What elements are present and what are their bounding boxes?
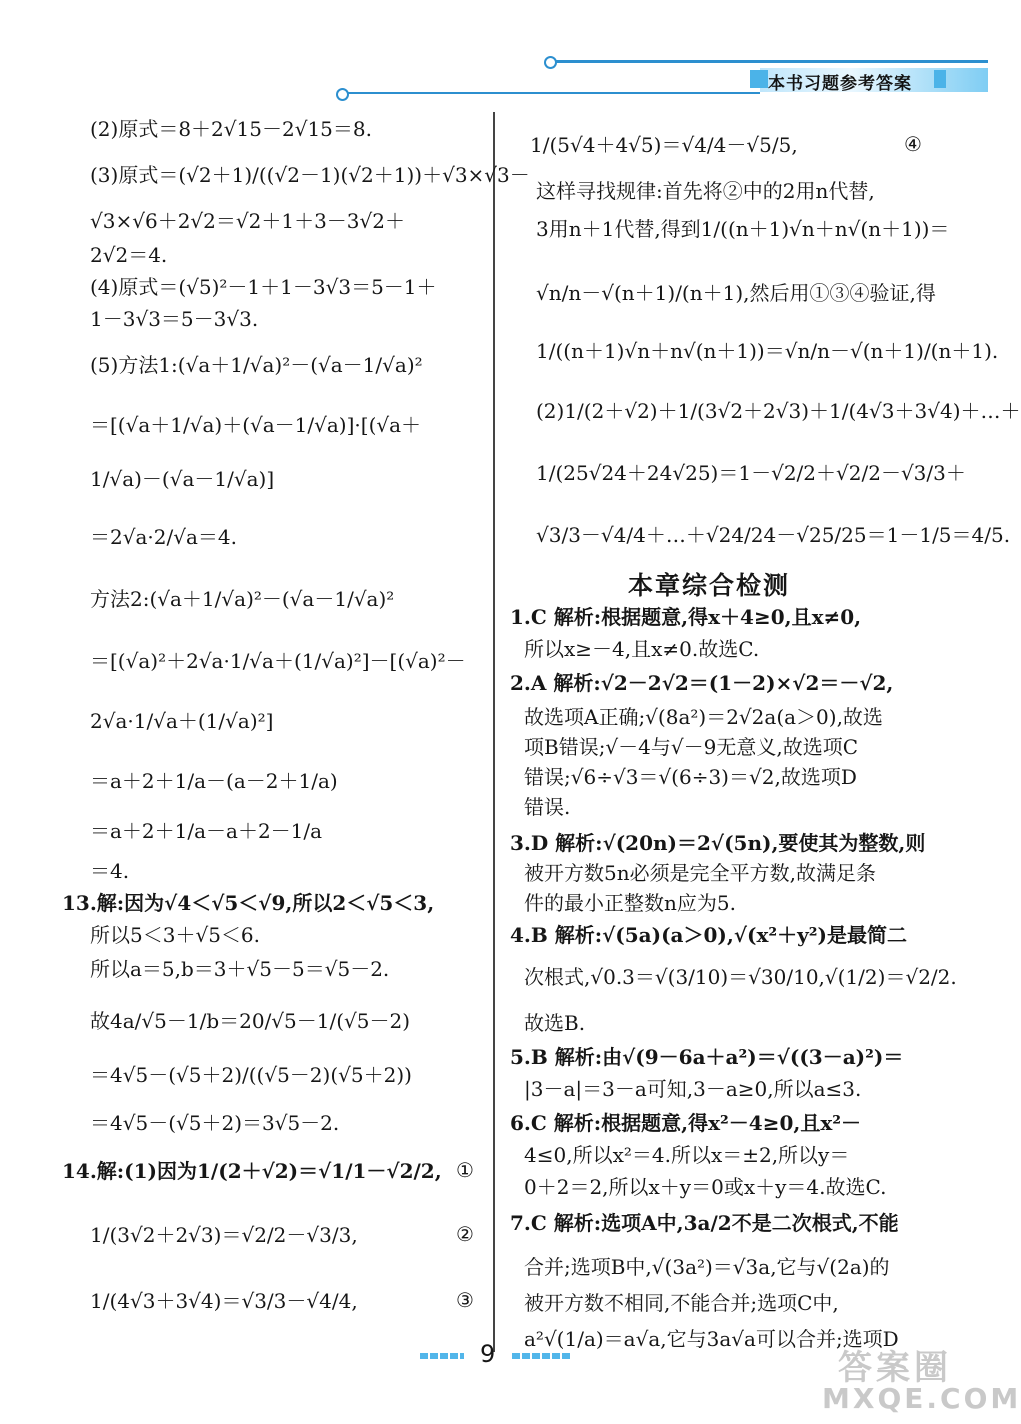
answer-line: 方法2:(√a＋1/√a)²－(√a－1/√a)² — [90, 587, 395, 611]
footer-decoration — [420, 1353, 464, 1359]
answer-line: 1/(5√4＋4√5)＝√4/4－√5/5, — [530, 133, 798, 157]
header-label: 本书习题参考答案 — [768, 74, 912, 94]
answer-line: ＝4√5－(√5＋2)＝3√5－2. — [90, 1111, 340, 1135]
answer-line: 所以x≥－4,且x≠0.故选C. — [524, 637, 760, 661]
header-rule-bottom — [340, 92, 760, 94]
answer-line: (5)方法1:(√a＋1/√a)²－(√a－1/√a)² — [90, 353, 423, 377]
answer-line: 错误. — [524, 795, 571, 819]
answer-line: 1.C 解析:根据题意,得x＋4≥0,且x≠0, — [510, 605, 862, 629]
header-rule-top — [548, 60, 988, 63]
answer-line: (4)原式＝(√5)²－1＋1－3√3＝5－1＋ — [90, 275, 437, 299]
answer-line: 故选项A正确;√(8a²)＝2√2a(a＞0),故选 — [524, 705, 883, 729]
answer-line: 2√2＝4. — [90, 243, 168, 267]
answer-line: 4≤0,所以x²＝4.所以x＝±2,所以y＝ — [524, 1143, 850, 1167]
answer-line: ＝[(√a)²＋2√a·1/√a＋(1/√a)²]－[(√a)²－ — [90, 649, 466, 673]
equation-marker: ① — [456, 1158, 474, 1182]
answer-line: 3用n＋1代替,得到1/((n＋1)√n＋n√(n＋1))＝ — [536, 217, 950, 241]
answer-line: ＝[(√a＋1/√a)＋(√a－1/√a)]·[(√a＋ — [90, 413, 422, 437]
answer-line: 被开方数不相同,不能合并;选项C中, — [524, 1291, 839, 1315]
answer-line: 这样寻找规律:首先将②中的2用n代替, — [536, 179, 875, 203]
equation-marker: ④ — [904, 132, 922, 156]
answer-line: ＝4√5－(√5＋2)/((√5－2)(√5＋2)) — [90, 1063, 412, 1087]
answer-line: 7.C 解析:选项A中,3a/2不是二次根式,不能 — [510, 1211, 899, 1235]
answer-line: 错误;√6÷√3＝√(6÷3)＝√2,故选项D — [524, 765, 857, 789]
answer-line: √3/3－√4/4＋…＋√24/24－√25/25＝1－1/5＝4/5. — [536, 523, 1011, 547]
watermark-text: 答案圈 — [838, 1348, 952, 1388]
answer-line: 2.A 解析:√2－2√2＝(1－2)×√2＝－√2, — [510, 671, 894, 695]
answer-line: (3)原式＝(√2＋1)/((√2－1)(√2＋1))＋√3×√3－ — [90, 163, 530, 187]
answer-line: 6.C 解析:根据题意,得x²－4≥0,且x²－ — [510, 1111, 862, 1135]
answer-line: √n/n－√(n＋1)/(n＋1),然后用①③④验证,得 — [536, 281, 936, 305]
answer-line: 1/((n＋1)√n＋n√(n＋1))＝√n/n－√(n＋1)/(n＋1). — [536, 339, 999, 363]
answer-line: ＝4. — [90, 859, 130, 883]
answer-line: 1/(4√3＋3√4)＝√3/3－√4/4, — [90, 1289, 358, 1313]
answer-line: (2)原式＝8＋2√15－2√15＝8. — [90, 117, 372, 141]
equation-marker: ② — [456, 1222, 474, 1246]
answer-line: 4.B 解析:√(5a)(a＞0),√(x²＋y²)是最简二 — [510, 923, 907, 947]
answer-line: (2)1/(2＋√2)＋1/(3√2＋2√3)＋1/(4√3＋3√4)＋…＋ — [536, 399, 1021, 423]
answer-line: 1/(3√2＋2√3)＝√2/2－√3/3, — [90, 1223, 358, 1247]
answer-line: 0＋2＝2,所以x＋y＝0或x＋y＝4.故选C. — [524, 1175, 887, 1199]
watermark-logo — [820, 1340, 1021, 1420]
answer-line: 故选B. — [524, 1011, 586, 1035]
watermark-url: MXQE.COM — [822, 1382, 1021, 1415]
answer-line: √3×√6＋2√2＝√2＋1＋3－3√2＋ — [90, 209, 405, 233]
answer-line: 次根式,√0.3＝√(3/10)＝√30/10,√(1/2)＝√2/2. — [524, 965, 957, 989]
header-square-icon — [934, 70, 946, 88]
answer-line: 项B错误;√－4与√－9无意义,故选项C — [524, 735, 859, 759]
answer-line: 5.B 解析:由√(9－6a＋a²)＝√((3－a)²)＝ — [510, 1045, 904, 1069]
section-title: 本章综合检测 — [628, 571, 791, 600]
equation-marker: ③ — [456, 1288, 474, 1312]
answer-line: 合并;选项B中,√(3a²)＝√3a,它与√(2a)的 — [524, 1255, 890, 1279]
header-dot-icon — [544, 56, 557, 69]
page-number: 9 — [480, 1340, 496, 1368]
answer-line: 1/√a)－(√a－1/√a)] — [90, 467, 275, 491]
column-divider — [493, 112, 495, 1352]
answer-line: 1－3√3＝5－3√3. — [90, 307, 259, 331]
answer-line: ＝2√a·2/√a＝4. — [90, 525, 237, 549]
answer-line: 14.解:(1)因为1/(2＋√2)＝√1/1－√2/2, — [62, 1159, 442, 1183]
answer-line: 所以a＝5,b＝3＋√5－5＝√5－2. — [90, 957, 390, 981]
answer-line: 所以5＜3＋√5＜6. — [90, 923, 260, 947]
answer-line: 件的最小正整数n应为5. — [524, 891, 736, 915]
header-square-icon — [750, 70, 768, 88]
answer-line: ＝a＋2＋1/a－(a－2＋1/a) — [90, 769, 338, 793]
answer-line: a²√(1/a)＝a√a,它与3a√a可以合并;选项D — [524, 1327, 899, 1351]
answer-line: 被开方数5n必须是完全平方数,故满足条 — [524, 861, 876, 885]
answer-line: |3－a|＝3－a可知,3－a≥0,所以a≤3. — [524, 1077, 862, 1101]
answer-line: 1/(25√24＋24√25)＝1－√2/2＋√2/2－√3/3＋ — [536, 461, 966, 485]
header-dot-icon — [336, 88, 349, 101]
answer-line: 2√a·1/√a＋(1/√a)²] — [90, 709, 274, 733]
answer-line: 13.解:因为√4＜√5＜√9,所以2＜√5＜3, — [62, 891, 435, 915]
answer-line: 3.D 解析:√(20n)＝2√(5n),要使其为整数,则 — [510, 831, 926, 855]
footer-decoration — [512, 1353, 572, 1359]
answer-line: 故4a/√5－1/b＝20/√5－1/(√5－2) — [90, 1009, 411, 1033]
answer-line: ＝a＋2＋1/a－a＋2－1/a — [90, 819, 323, 843]
